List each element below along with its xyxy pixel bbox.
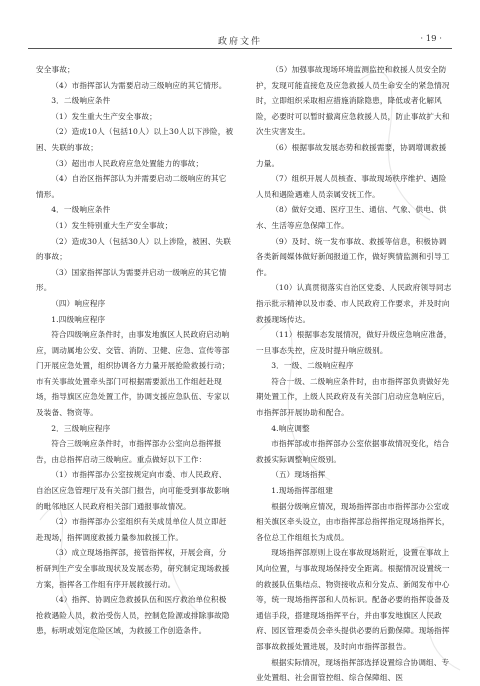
paragraph: 现场指挥部原则上设在事故现场附近，设置在事故上风向位置，与事故现场保持安全距离。根据情况设置统一的救援队伍集结点、物资接收点和分发点、新闻发布中心等，统一现场指挥部和人员标识。配备必要的指挥设备及通信手段，搭建现场指挥平台，并由事发地旗区人民政府、园区管理委员会牵头提供必要的后勤保障。现场指挥部事故救援处置进展，及时向市指挥部报告。 [256, 548, 450, 651]
paragraph: （5）加强事故现场环境监测监控和救援人员安全防护，发现可能直接危及应急救援人员生命安全的紧急情况时，立即组织采取相应措施消除隐患，降低或者化解风险，必要时可以暂时撤离应急救援人员，防止事故扩大和次生灾害发生。 [256, 65, 450, 137]
section-heading: 1.四级响应程序 [51, 314, 106, 324]
paragraph: （1）发生特别重大生产安全事故； [51, 220, 173, 230]
section-heading: （五）现场指挥 [271, 470, 326, 480]
left-column [36, 62, 234, 639]
text-line: 安全事故； [36, 65, 75, 74]
paragraph: （10）认真贯彻落实自治区党委、人民政府领导同志指示批示精神以及市委、市人民政府工作要求，并及时向救援现场传达。 [256, 283, 452, 324]
paragraph: （1）市指挥部办公室按规定向市委、市人民政府、自治区应急管理厅及有关部门报告，向可能受到事故影响的毗邻地区人民政府相关部门通报事故情况。 [36, 470, 230, 511]
section-heading: 3．一级、二级响应程序 [271, 361, 354, 371]
paragraph: （2）造成10人（包括10人）以上30人以下涉险，被困、失联的事故； [36, 127, 234, 152]
paragraph: （2）造成30人（包括30人）以上涉险，被困、失联的事故； [36, 236, 231, 262]
paragraph: （7）组织开展人员核查、事故现场秩序维护、遇险人员和遇险遇难人员亲属安抚工作。 [256, 174, 447, 199]
paragraph: （11）根据事态发展情况，做好升级应急响应准备，一旦事态失控，应及时提升响应级别。 [256, 330, 452, 355]
paragraph: （4）市指挥部认为需要启动三级响应的其它情形。 [51, 80, 227, 90]
section-heading: 4.响应调整 [271, 423, 310, 433]
paragraph: （6）根据事故发展态势和救援需要，协调增调救援力量。 [256, 142, 447, 168]
paragraph: （3）成立现场指挥部，接管指挥权，开展会商，分析研判生产安全事故现状及发展态势，研究制定现场救援方案，指挥各工作组有序开展救援行动。 [36, 548, 230, 589]
paragraph: 符合三级响应条件时，市指挥部办公室向总指挥报告，由总指挥启动三级响应。重点做好以下工作： [36, 439, 222, 464]
section-heading: 3．二级响应条件 [51, 96, 111, 106]
paragraph: 符合四级响应条件时，由事发地旗区人民政府启动响应，调动属地公安、交管、消防、卫健、应急、宣传等部门开展应急处置，组织协调各方力量开展抢险救援行动；市有关事故处置牵头部门可根据需要派出工作组赶赴现场，指导旗区应急处置工作，协调支援应急队伍、专家以及装备、物资等。 [36, 330, 230, 418]
paragraph: （2）市指挥部办公室组织有关成员单位人员立即赶赴现场，指挥调度救援力量参加救援工作。 [36, 517, 227, 542]
paragraph: （3）超出市人民政府应急处置能力的事故； [51, 158, 204, 168]
page-number: · 19 · [420, 34, 442, 44]
paragraph: 根据实际情况，现场指挥部选择设置综合协调组、专业处置组、社会面管控组、综合保障组、医 [256, 657, 450, 683]
paragraph: 根据分级响应情况，现场指挥部由市指挥部办公室或相关旗区牵头设立，由市指挥部总指挥指定现场指挥长，各位总工作组组长为成员。 [256, 501, 450, 542]
paragraph: （4）指挥、协调应急救援队伍和医疗救治单位积极抢救遇险人员，救治受伤人员，控制危险源或排除事故隐患，标明或划定危险区域，为救援工作创造条件。 [36, 595, 230, 636]
paragraph: 符合一级、二级响应条件时，由市指挥部负责做好先期处置工作，上级人民政府及有关部门启动应急响应后，市指挥部开展协助和配合。 [256, 376, 450, 418]
paragraph: （3）国家指挥部认为需要并启动一级响应的其它情形。 [36, 267, 227, 293]
section-heading: 4．一级响应条件 [51, 205, 111, 215]
paragraph: （1）发生重大生产安全事故； [51, 111, 157, 121]
right-column [256, 62, 454, 686]
section-heading: 2．三级响应程序 [51, 423, 111, 433]
paragraph: （9）及时、统一发布事故、救援等信息，积极协调各类新闻媒体做好新闻报道工作，做好舆情监测和引导工作。 [256, 236, 450, 277]
paragraph: 市指挥部或市指挥部办公室依据事故情况变化，结合救援实际调整响应级别。 [256, 439, 450, 464]
paragraph: （8）做好交通、医疗卫生、通信、气象、供电、供水、生活等应急保障工作。 [256, 205, 447, 230]
paragraph: （4）自治区指挥部认为并需要启动二级响应的其它情形。 [36, 174, 227, 199]
section-heading: 1.现场指挥部组建 [271, 486, 333, 496]
running-title: 政府文件 [217, 37, 262, 47]
section-heading: （四）响应程序 [51, 298, 106, 308]
page-header [28, 34, 452, 49]
